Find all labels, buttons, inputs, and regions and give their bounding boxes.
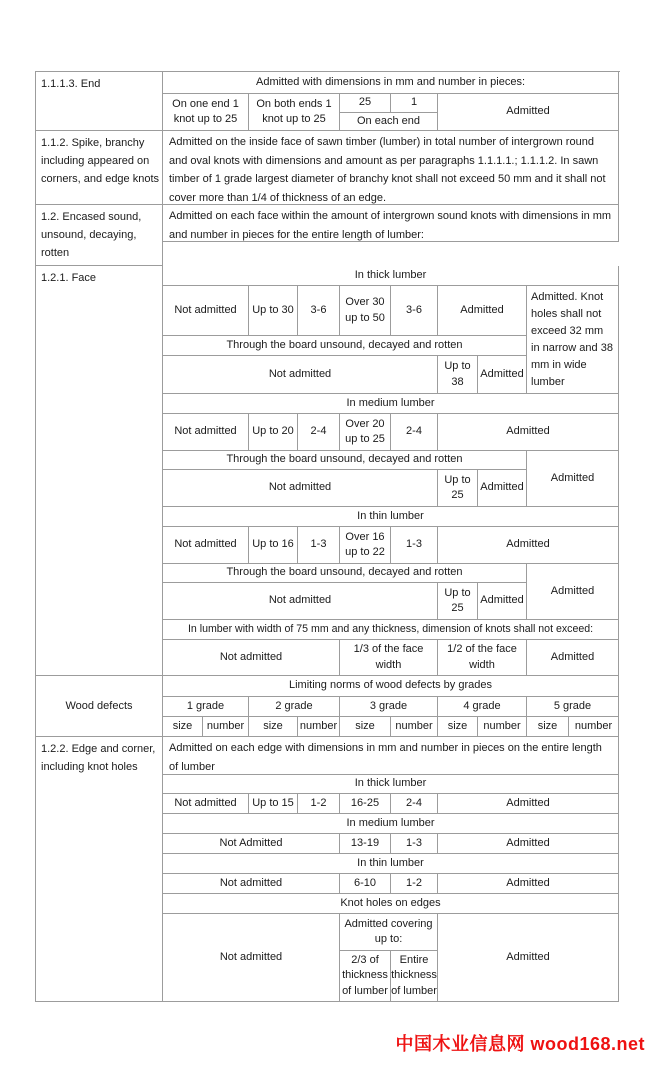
table-cell: Not Admitted: [163, 834, 340, 854]
end-knot-section: [163, 72, 619, 131]
grade-size-header: size: [438, 717, 478, 737]
table-cell: Admitted: [438, 286, 527, 336]
table-cell: Up to 38: [438, 356, 478, 394]
table-cell: 1-3: [391, 527, 438, 564]
section-header: Knot holes on edges: [163, 894, 619, 914]
edge-section: [163, 737, 619, 1002]
rule-text: Admitted on each edge with dimensions in mm and number in pieces on the entire length of lumber: [163, 737, 619, 775]
table-cell: 2-4: [391, 794, 438, 814]
row-label: 1.2. Encased sound, unsound, decaying, rotten: [36, 205, 163, 266]
table-cell: 1-3: [298, 527, 340, 564]
grade-size-header: size: [163, 717, 203, 737]
grade-column-header: 3 grade: [340, 697, 438, 717]
table-cell: Admitted covering up to:: [340, 914, 438, 951]
table-cell: Not admitted: [163, 640, 340, 676]
table-cell: 1-3: [391, 834, 438, 854]
table-row: [36, 131, 620, 205]
section-header: In thick lumber: [163, 266, 619, 286]
table-cell: Up to 25: [438, 583, 478, 620]
watermark: [395, 1030, 645, 1056]
grade-column-header: 4 grade: [438, 697, 527, 717]
grade-size-header: size: [527, 717, 569, 737]
row-label: 1.2.2. Edge and corner, including knot holes: [36, 737, 163, 1002]
table-cell: Admitted: [438, 414, 619, 451]
table-row: [36, 266, 620, 676]
table-cell: Up to 20: [249, 414, 298, 451]
table-row: [36, 676, 620, 737]
grade-number-header: number: [569, 717, 619, 737]
table-cell: 2-4: [391, 414, 438, 451]
table-cell: 16-25: [340, 794, 391, 814]
grade-column-header: 5 grade: [527, 697, 619, 717]
section-header: In lumber with width of 75 mm and any thickness, dimension of knots shall not exceed:: [163, 620, 619, 640]
table-cell: Up to 15: [249, 794, 298, 814]
side-note: Admitted. Knot holes shall not exceed 32 mm in narrow and 38 mm in wide lumber: [527, 286, 619, 394]
watermark-site-url: wood168.net: [530, 1034, 645, 1054]
table-cell: Not admitted: [163, 874, 340, 894]
table-cell: On both ends 1 knot up to 25: [249, 94, 340, 131]
row-label: Wood defects: [36, 676, 163, 737]
table-cell: 25: [340, 94, 391, 113]
row-label: 1.1.2. Spike, branchy including appeared on corners, and edge knots: [36, 131, 163, 205]
section-header: In medium lumber: [163, 394, 619, 414]
table-cell: Over 30 up to 50: [340, 286, 391, 336]
grade-size-header: size: [249, 717, 298, 737]
table-cell: Admitted: [478, 583, 527, 620]
table-cell: Over 20 up to 25: [340, 414, 391, 451]
grade-column-header: 2 grade: [249, 697, 340, 717]
table-cell: Up to 16: [249, 527, 298, 564]
section-header: In thin lumber: [163, 854, 619, 874]
table-cell: Admitted: [478, 356, 527, 394]
rule-text: Admitted on the inside face of sawn timber (lumber) in total number of intergrown round and oval knots with dimensions and amount as per paragraphs 1.1.1.1.; 1.1.1.2. In sawn timber of 1 grade largest diameter of branchy knot shall not exceed 50 mm and it shall not cover more than 1/4 of thickness of an edge.: [163, 131, 619, 205]
defects-table: [35, 71, 620, 1002]
grade-number-header: number: [478, 717, 527, 737]
table-cell: Admitted: [438, 914, 619, 1002]
row-label: 1.1.1.3. End: [36, 72, 163, 131]
table-row: [36, 72, 620, 131]
table-cell: 2-4: [298, 414, 340, 451]
table-cell: 3-6: [298, 286, 340, 336]
grade-number-header: number: [391, 717, 438, 737]
table-cell: Up to 30: [249, 286, 298, 336]
table-row: [36, 737, 620, 1002]
grade-size-header: size: [340, 717, 391, 737]
table-row: [36, 205, 620, 266]
table-cell: 13-19: [340, 834, 391, 854]
table-cell: Up to 25: [438, 470, 478, 507]
face-section: [163, 266, 619, 676]
table-cell: Not admitted: [163, 583, 438, 620]
row-label: 1.2.1. Face: [36, 266, 163, 676]
table-cell: Entire thickness of lumber: [391, 951, 438, 1002]
table-cell: Admitted: [527, 564, 619, 620]
table-cell: Not admitted: [163, 527, 249, 564]
table-cell: On one end 1 knot up to 25: [163, 94, 249, 131]
table-cell: Over 16 up to 22: [340, 527, 391, 564]
table-cell: 1: [391, 94, 438, 113]
section-header: Limiting norms of wood defects by grades: [163, 676, 619, 697]
grade-number-header: number: [203, 717, 249, 737]
table-cell: Admitted: [438, 527, 619, 564]
table-cell: Not admitted: [163, 914, 340, 1002]
table-cell: Admitted: [438, 874, 619, 894]
rule-text: Admitted on each face within the amount of intergrown sound knots with dimensions in mm and number in pieces for the entire length of lumber:: [163, 205, 619, 242]
table-cell: Not admitted: [163, 470, 438, 507]
table-cell: Admitted: [527, 451, 619, 507]
table-cell: 3-6: [391, 286, 438, 336]
section-header: Through the board unsound, decayed and rotten: [163, 336, 527, 356]
table-cell: 1/3 of the face width: [340, 640, 438, 676]
table-cell: 6-10: [340, 874, 391, 894]
table-cell: Admitted: [438, 94, 619, 131]
table-cell: 1-2: [298, 794, 340, 814]
section-header: Through the board unsound, decayed and rotten: [163, 451, 527, 470]
grades-section: [163, 676, 619, 737]
table-cell: 2/3 of thickness of lumber: [340, 951, 391, 1002]
section-header: Through the board unsound, decayed and rotten: [163, 564, 527, 583]
table-cell: Admitted: [478, 470, 527, 507]
table-cell: Not admitted: [163, 794, 249, 814]
table-cell: 1-2: [391, 874, 438, 894]
table-cell: Admitted: [438, 794, 619, 814]
table-cell: Admitted: [527, 640, 619, 676]
section-header: In thick lumber: [163, 775, 619, 794]
table-cell: On each end: [340, 113, 438, 131]
table-cell: Not admitted: [163, 286, 249, 336]
watermark-site-name-cn: 中国木业信息网: [395, 1034, 525, 1054]
table-cell: Not admitted: [163, 356, 438, 394]
section-header: Admitted with dimensions in mm and number in pieces:: [163, 72, 619, 94]
table-cell: Not admitted: [163, 414, 249, 451]
grade-column-header: 1 grade: [163, 697, 249, 717]
grade-number-header: number: [298, 717, 340, 737]
table-cell: 1/2 of the face width: [438, 640, 527, 676]
table-cell: Admitted: [438, 834, 619, 854]
section-header: In thin lumber: [163, 507, 619, 527]
section-header: In medium lumber: [163, 814, 619, 834]
